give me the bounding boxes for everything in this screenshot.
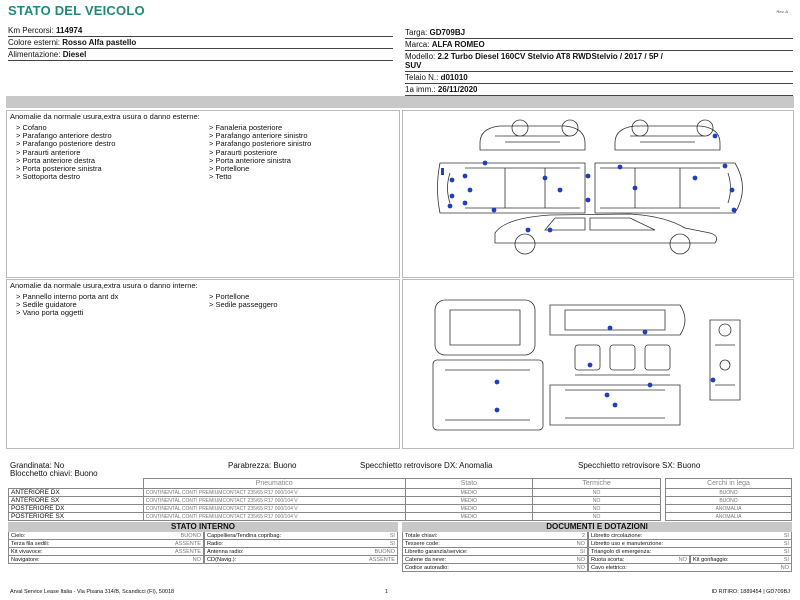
- external-damage-title: Anomalie da normale usura,extra usura o danno esterne:: [10, 112, 200, 121]
- exterior-car-diagram: [410, 118, 790, 273]
- targa-row: Targa: GD709BJ: [405, 27, 793, 39]
- list-item: Antenna radio: BUONO: [204, 548, 398, 556]
- specchietto-dx-status: Specchietto retrovisore DX: Anomalia: [360, 461, 493, 470]
- stato-interno-header: STATO INTERNO: [8, 522, 398, 532]
- revision-label: Rev. A: [776, 9, 788, 14]
- table-row: POSTERIORE SX CONTINENTAL CONTI PREMIUMCONTACT 235/65 R17 000/104 V MEDIO NO: [9, 513, 661, 521]
- table-row: ANOMALIA: [666, 513, 792, 521]
- modello-row: Modello: 2.2 Turbo Diesel 160CV Stelvio AT8 RWDStelvio / 2017 / 5P /: [405, 52, 663, 61]
- list-item: > Porta anteriore sinistra: [209, 155, 291, 165]
- list-item: Radio: SI: [204, 540, 398, 548]
- internal-damage-list-1: [16, 293, 118, 318]
- list-item: Terza fila sedili: ASSENTE: [8, 540, 204, 548]
- cerchi-table: [665, 478, 792, 521]
- specchietto-sx-status: Specchietto retrovisore SX: Buono: [578, 461, 701, 470]
- list-item: > Portellone: [209, 292, 250, 301]
- list-item: Libretto uso e manutenzione: SI: [588, 540, 792, 548]
- list-item: > Pannello interno porta ant dx: [16, 292, 119, 301]
- blocchetto-status: Blocchetto chiavi: Buono: [10, 469, 98, 478]
- list-item: > Sedile passeggero: [209, 300, 278, 310]
- footer-id: ID RITIRO: 1889454 | GD709BJ: [711, 589, 790, 595]
- immatricolazione-row: 1a imm.: 26/11/2020: [405, 84, 793, 96]
- footer-page-number: 1: [385, 589, 389, 595]
- parabrezza-status: Parabrezza: Buono: [228, 461, 297, 470]
- internal-damage-title: Anomalie da normale usura,extra usura o danno interne:: [10, 281, 198, 290]
- list-item: Totale chiavi: 2: [402, 532, 588, 540]
- list-item: Codice autoradio: NO: [402, 564, 588, 572]
- list-item: Ruota scorta: NO: [588, 556, 690, 564]
- list-item: > Sottoporta destro: [16, 172, 80, 182]
- list-item: > Vano porta oggetti: [16, 308, 84, 318]
- list-item: > Parafango anteriore destro: [16, 131, 112, 141]
- list-item: Cavo elettrico: NO: [588, 564, 792, 572]
- header-stato: Stato: [405, 479, 533, 489]
- list-item: Catene da neve: NO: [402, 556, 588, 564]
- external-damage-list-1: [16, 124, 115, 181]
- marca-row: Marca: ALFA ROMEO: [405, 39, 793, 51]
- header-cerchi: Cerchi in lega: [666, 479, 792, 489]
- list-item: Kit vivavoce: ASSENTE: [8, 548, 204, 556]
- list-item: Kit gonfiaggio: SI: [690, 556, 792, 564]
- list-item: > Porta posteriore sinistra: [16, 164, 102, 174]
- telaio-row: Telaio N.: d01010: [405, 72, 793, 84]
- header-termiche: Termiche: [533, 479, 661, 489]
- interior-car-diagram: [425, 290, 755, 440]
- list-item: Libretto garanzia/service: SI: [402, 548, 588, 556]
- list-item: Cielo: BUONO: [8, 532, 204, 540]
- list-item: > Portellone: [209, 164, 250, 174]
- page-title: STATO DEL VEICOLO: [8, 3, 145, 18]
- section-divider: [6, 96, 794, 108]
- footer-company: Arval Service Lease Italia - Via Pisana 314/B, Scandicci (FI), 50018: [10, 589, 175, 595]
- colore-row: Colore esterni: Rosso Alfa pastello: [8, 37, 393, 49]
- header-pneumatico: Pneumatico: [143, 479, 405, 489]
- table-row: POSTERIORE DX CONTINENTAL CONTI PREMIUMCONTACT 235/65 R17 000/104 V MEDIO NO: [9, 505, 661, 513]
- list-item: > Paraurti anteriore: [16, 147, 81, 157]
- list-item: Libretto circolazione: SI: [588, 532, 792, 540]
- table-row: BUONO: [666, 497, 792, 505]
- list-item: CD(Navig.): ASSENTE: [204, 556, 398, 564]
- table-row: BUONO: [666, 489, 792, 497]
- list-item: > Cofano: [16, 123, 47, 132]
- modello-row-cont: SUV: [405, 60, 793, 72]
- external-damage-list-2: [209, 124, 311, 181]
- table-row: ANOMALIA: [666, 505, 792, 513]
- list-item: > Fanaleria posteriore: [209, 123, 283, 132]
- list-item: > Porta anteriore destra: [16, 155, 96, 165]
- list-item: > Parafango anteriore sinistro: [209, 131, 308, 141]
- internal-damage-list-2: [209, 293, 278, 309]
- grandinata-status: Grandinata: No: [10, 461, 65, 470]
- list-item: > Sedile guidatore: [16, 300, 77, 310]
- alimentazione-row: Alimentazione: Diesel: [8, 49, 393, 61]
- list-item: > Parafango posteriore sinistro: [209, 139, 312, 149]
- list-item: > Tetto: [209, 172, 232, 182]
- table-row: ANTERIORE DX CONTINENTAL CONTI PREMIUMCONTACT 235/65 R17 000/104 V MEDIO NO: [9, 489, 661, 497]
- list-item: > Paraurti posteriore: [209, 147, 278, 157]
- table-row: ANTERIORE SX CONTINENTAL CONTI PREMIUMCONTACT 235/65 R17 000/104 V MEDIO NO: [9, 497, 661, 505]
- tyres-table: [8, 478, 661, 521]
- documenti-header: DOCUMENTI E DOTAZIONI: [402, 522, 792, 532]
- list-item: Navigatore: NO: [8, 556, 204, 564]
- list-item: Tessere code: NO: [402, 540, 588, 548]
- list-item: Cappelliera/Tendina copribag: SI: [204, 532, 398, 540]
- list-item: > Parafango posteriore destro: [16, 139, 116, 149]
- list-item: Triangolo di emergenza: SI: [588, 548, 792, 556]
- km-row: Km Percorsi: 114974: [8, 25, 393, 37]
